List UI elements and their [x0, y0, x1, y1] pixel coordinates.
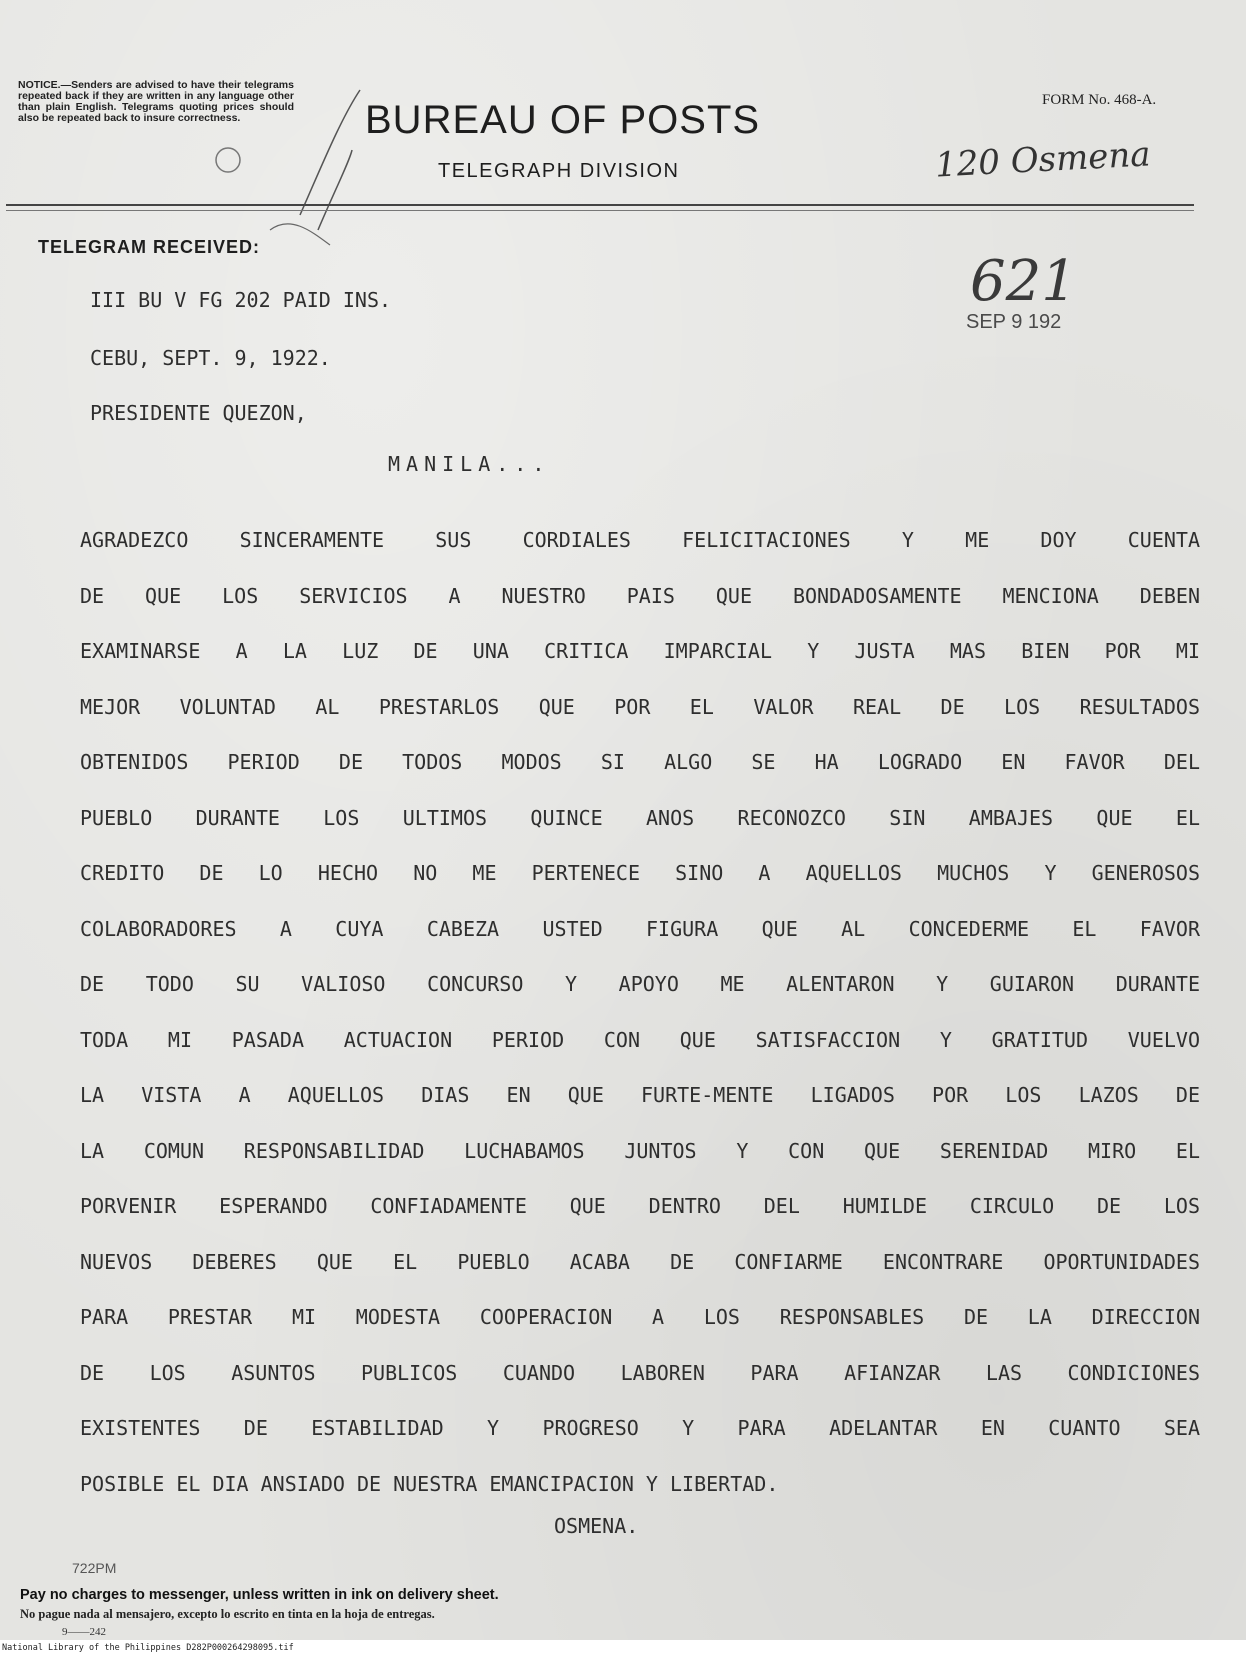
archive-caption: National Library of the Philippines D282P000264298095.tif [2, 1643, 294, 1653]
header-divider-secondary [6, 210, 1194, 211]
handwritten-note: 120 Osmena [934, 134, 1152, 186]
message-line: CREDITO DE LO HECHO NO ME PERTENECE SINO A AQUELLOS MUCHOS Y GENEROSOS [80, 861, 1200, 885]
message-line: OBTENIDOS PERIOD DE TODOS MODOS SI ALGO SE HA LOGRADO EN FAVOR DEL [80, 750, 1200, 774]
message-line: DE TODO SU VALIOSO CONCURSO Y APOYO ME ALENTARON Y GUIARON DURANTE [80, 972, 1200, 996]
footer-english-notice: Pay no charges to messenger, unless written in ink on delivery sheet. [20, 1587, 499, 1603]
sender-notice: NOTICE.—Senders are advised to have their telegrams repeated back if they are written in any language other than plain English. Telegrams quoting prices should also be repeated back to insure correctness. [18, 79, 294, 124]
message-line: PARA PRESTAR MI MODESTA COOPERACION A LOS RESPONSABLES DE LA DIRECCION [80, 1305, 1200, 1329]
message-line: DE LOS ASUNTOS PUBLICOS CUANDO LABOREN PARA AFIANZAR LAS CONDICIONES [80, 1360, 1200, 1385]
form-code: 9——242 [62, 1626, 106, 1638]
header-divider [6, 204, 1194, 206]
stamp-number: 621 [970, 249, 1077, 314]
time-mark: 722PM [72, 1560, 117, 1576]
routing-line: III BU V FG 202 PAID INS. [90, 288, 392, 312]
receipt-stamp [960, 249, 1120, 345]
message-line: LA VISTA A AQUELLOS DIAS EN QUE FURTE-MENTE LIGADOS POR LOS LAZOS DE [80, 1083, 1200, 1107]
message-line: MEJOR VOLUNTAD AL PRESTARLOS QUE POR EL VALOR REAL DE LOS RESULTADOS [80, 694, 1200, 719]
message-body [80, 528, 1220, 1527]
message-line: EXAMINARSE A LA LUZ DE UNA CRITICA IMPARCIAL Y JUSTA MAS BIEN POR MI [80, 639, 1200, 663]
division-title: TELEGRAPH DIVISION [438, 160, 680, 182]
bureau-title: BUREAU OF POSTS [365, 98, 761, 142]
place-date-line: CEBU, SEPT. 9, 1922. [90, 346, 331, 370]
message-line: PUEBLO DURANTE LOS ULTIMOS QUINCE ANOS RECONOZCO SIN AMBAJES QUE EL [80, 805, 1200, 830]
form-number: FORM No. 468-A. [1042, 92, 1157, 108]
addressee-line: PRESIDENTE QUEZON, [90, 401, 307, 425]
message-line: AGRADEZCO SINCERAMENTE SUS CORDIALES FELICITACIONES Y ME DOY CUENTA [80, 528, 1200, 552]
message-line: PORVENIR ESPERANDO CONFIADAMENTE QUE DENTRO DEL HUMILDE CIRCULO DE LOS [80, 1194, 1200, 1218]
signature: OSMENA. [554, 1514, 639, 1538]
message-line: NUEVOS DEBERES QUE EL PUEBLO ACABA DE CONFIARME ENCONTRARE OPORTUNIDADES [80, 1249, 1200, 1274]
footer-spanish-notice: No pague nada al mensajero, excepto lo escrito en tinta en la hoja de entregas. [20, 1607, 435, 1621]
message-line: EXISTENTES DE ESTABILIDAD Y PROGRESO Y PARA ADELANTAR EN CUANTO SEA [80, 1416, 1200, 1440]
message-line: DE QUE LOS SERVICIOS A NUESTRO PAIS QUE BONDADOSAMENTE MENCIONA DEBEN [80, 583, 1200, 608]
city-line: MANILA... [388, 452, 551, 476]
message-line: COLABORADORES A CUYA CABEZA USTED FIGURA QUE AL CONCEDERME EL FAVOR [80, 916, 1200, 941]
telegram-received-label: TELEGRAM RECEIVED: [38, 237, 261, 257]
message-line: TODA MI PASADA ACTUACION PERIOD CON QUE SATISFACCION Y GRATITUD VUELVO [80, 1027, 1200, 1052]
stamp-date: SEP 9 192 [966, 311, 1062, 333]
message-line: LA COMUN RESPONSABILIDAD LUCHABAMOS JUNTOS Y CON QUE SERENIDAD MIRO EL [80, 1138, 1200, 1163]
message-line: POSIBLE EL DIA ANSIADO DE NUESTRA EMANCIPACION Y LIBERTAD. [80, 1471, 779, 1496]
pen-strokes-graphic [0, 0, 420, 260]
